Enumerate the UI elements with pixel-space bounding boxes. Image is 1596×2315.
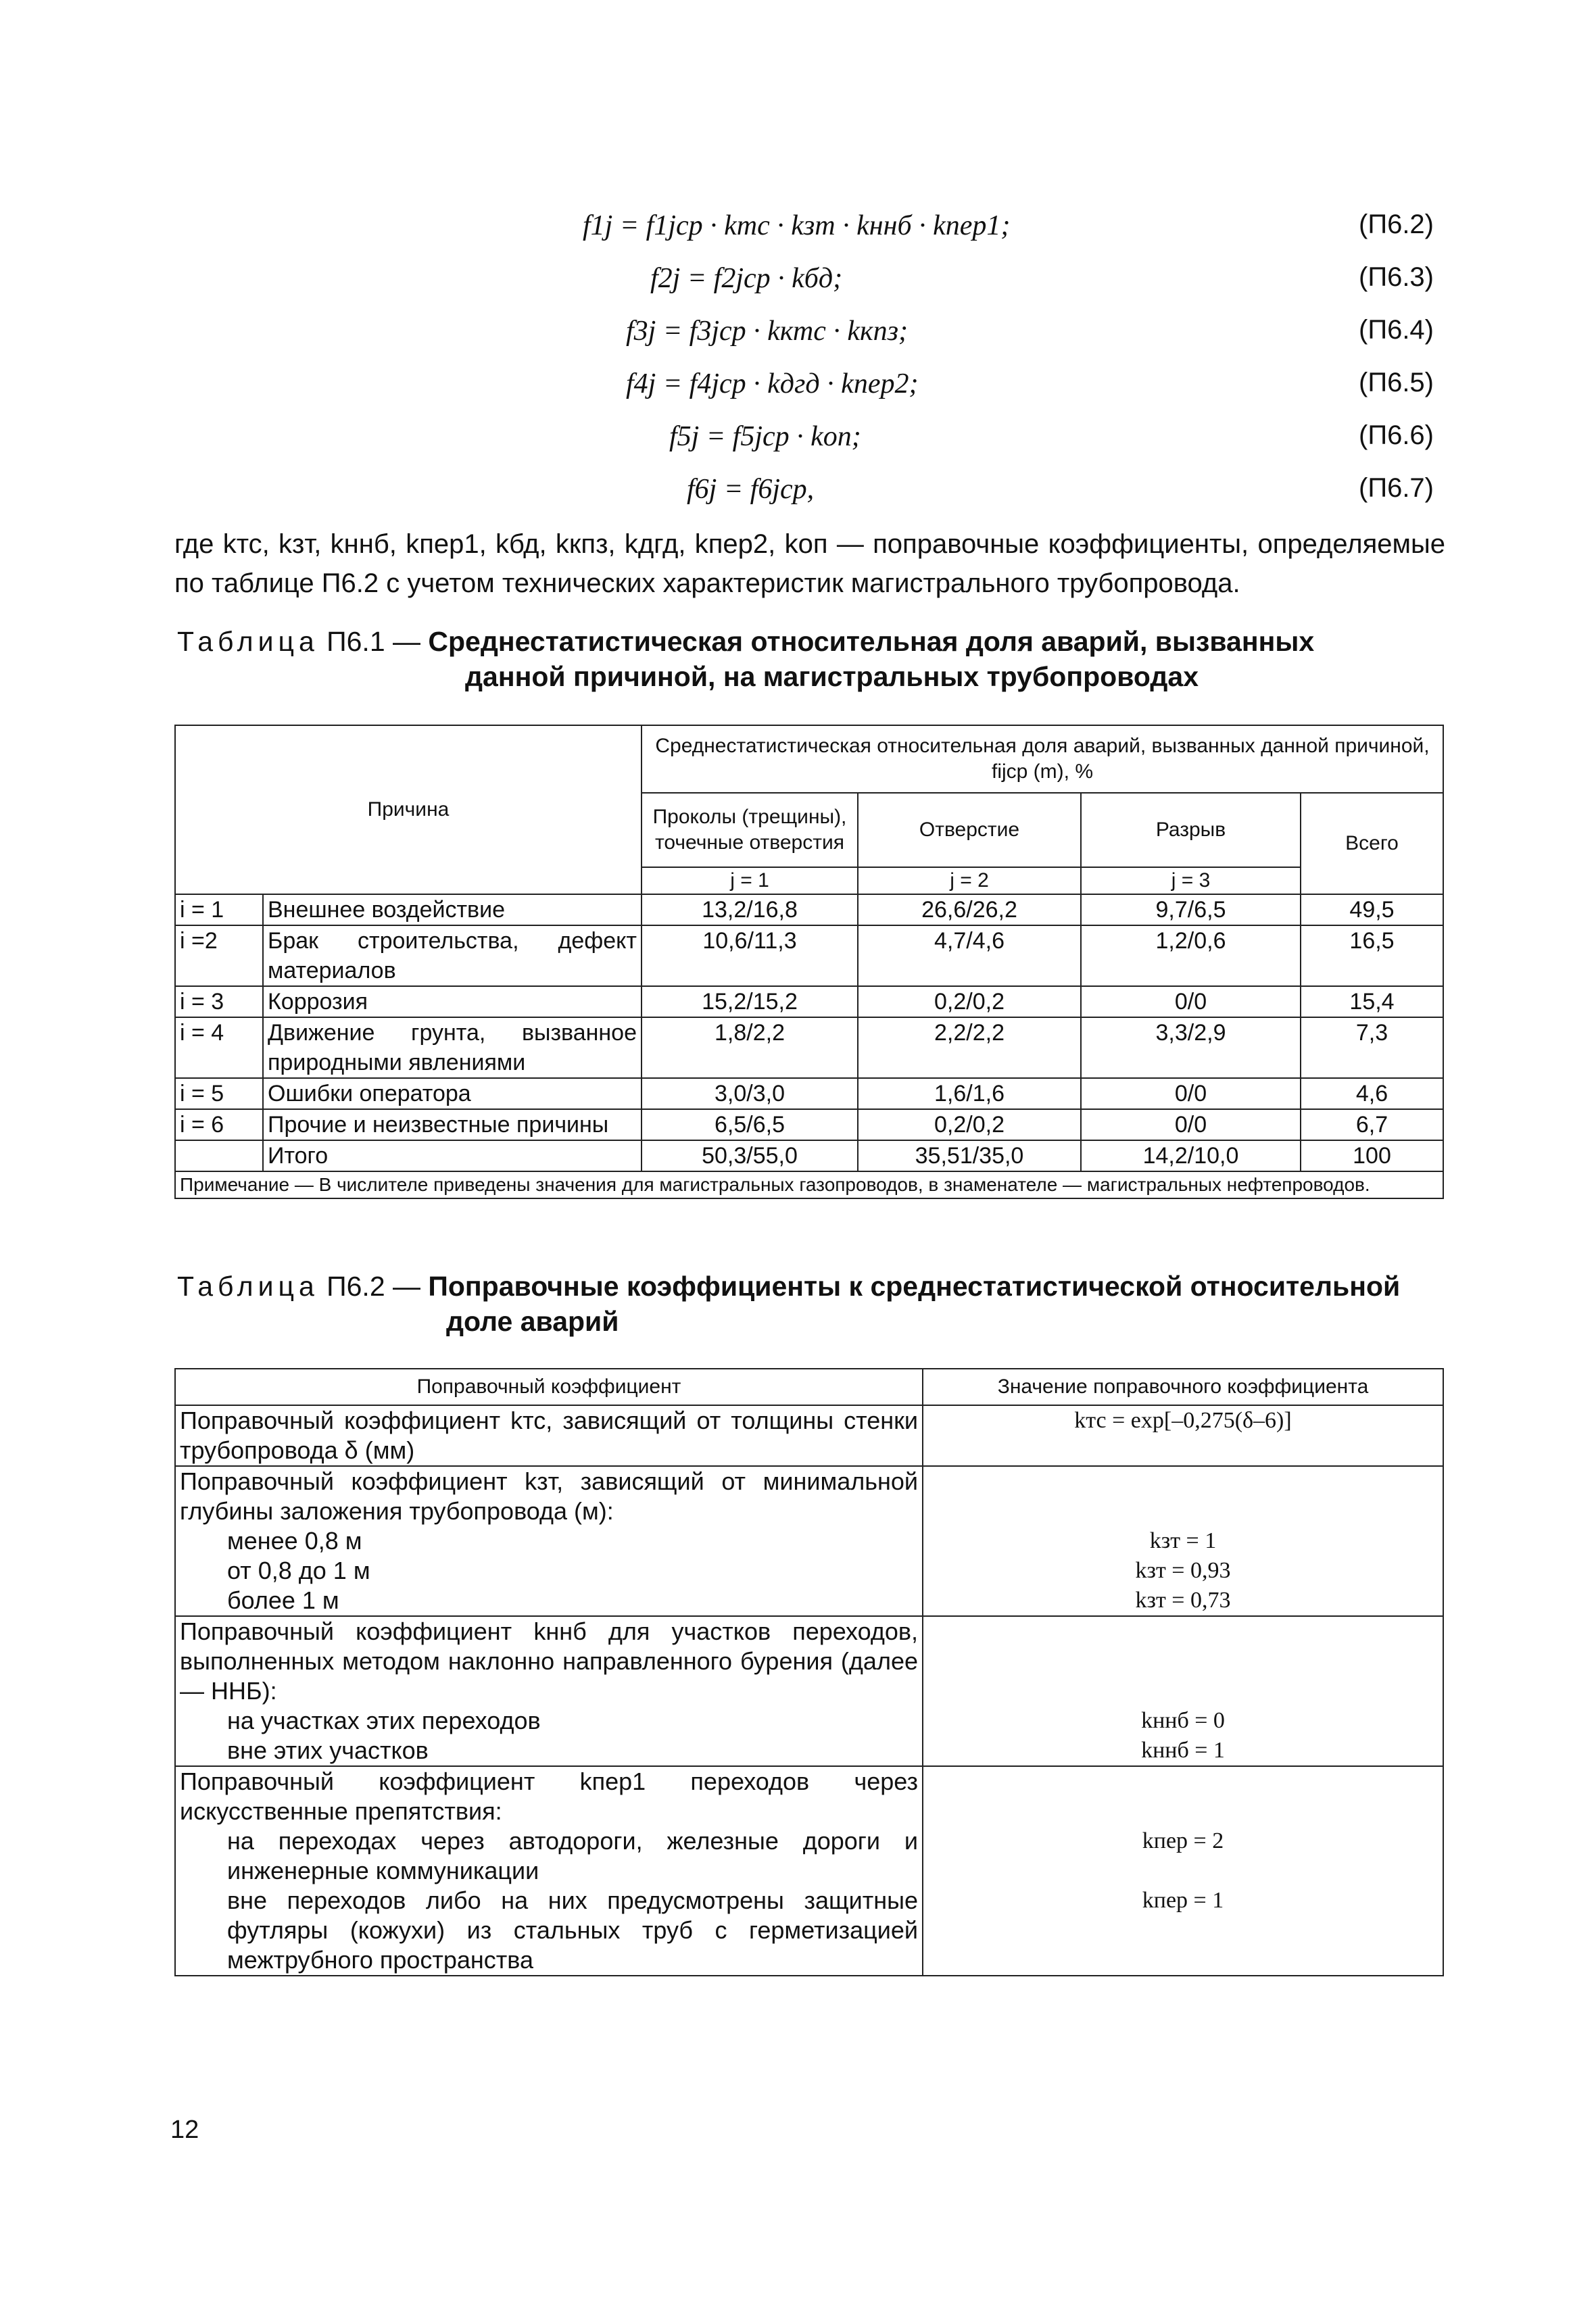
row-value-j2: 1,6/1,6 xyxy=(858,1078,1081,1109)
row-value-j2: 0,2/0,2 xyxy=(858,986,1081,1017)
coef-option: вне этих участков xyxy=(227,1736,429,1764)
header-cause: Причина xyxy=(175,725,642,894)
table-row xyxy=(175,1616,1443,1766)
table-row xyxy=(175,925,1443,986)
table1-caption-number: П6.1 — xyxy=(318,626,429,657)
row-value-j1: 13,2/16,8 xyxy=(642,894,858,925)
coef-description: Поправочный коэффициент kпер1 переходов через искусственные препятствия: xyxy=(180,1768,918,1825)
row-cause: Прочие и неизвестные причины xyxy=(263,1109,642,1140)
formula-number: (П6.2) xyxy=(1359,210,1434,239)
table-row xyxy=(175,1109,1443,1140)
coef-option: вне переходов либо на них предусмотрены защитные футляры (кожухи) из стальных труб с герметизацией межтрубного пространства xyxy=(227,1886,918,1974)
table-note: Примечание — В числителе приведены значения для магистральных газопроводов, в знаменателе — магистральных нефтепроводов. xyxy=(175,1171,1443,1198)
table-row-total xyxy=(175,1140,1443,1171)
table1-caption-title: Среднестатистическая относительная доля аварий, вызванных xyxy=(428,626,1315,657)
coef-value: kпер = 1 xyxy=(1142,1888,1224,1913)
table-row xyxy=(175,1017,1443,1078)
table2-caption-title: Поправочные коэффициенты к среднестатистической относительной xyxy=(428,1271,1401,1302)
coef-option: менее 0,8 м xyxy=(227,1527,362,1555)
header-j3: j = 3 xyxy=(1081,867,1301,894)
row-total: 16,5 xyxy=(1301,925,1443,986)
row-total: 7,3 xyxy=(1301,1017,1443,1078)
row-cause: Внешнее воздействие xyxy=(263,894,642,925)
formula: f4j = f4jср · kдгд · kпер2; xyxy=(626,368,919,399)
row-total: 49,5 xyxy=(1301,894,1443,925)
row-value-j1: 3,0/3,0 xyxy=(642,1078,858,1109)
formula: f2j = f2jср · kбд; xyxy=(650,263,843,294)
coef-value: kзт = 0,73 xyxy=(1135,1588,1231,1613)
formula: f3j = f3jср · kктс · kкпз; xyxy=(626,316,909,347)
header-value: Значение поправочного коэффициента xyxy=(923,1369,1443,1405)
coef-value: kпер = 2 xyxy=(1142,1828,1224,1853)
formula-number: (П6.3) xyxy=(1359,262,1434,292)
coef-value: kзт = 1 xyxy=(1149,1528,1217,1553)
table2-caption-line1 xyxy=(177,1271,1400,1302)
coef-value: kзт = 0,93 xyxy=(1135,1558,1231,1583)
table1-caption-line2: данной причиной, на магистральных трубопроводах xyxy=(465,661,1199,692)
formula-number: (П6.5) xyxy=(1359,368,1434,397)
row-value-j3: 14,2/10,0 xyxy=(1081,1140,1301,1171)
row-value-j1: 10,6/11,3 xyxy=(642,925,858,986)
row-index: i = 6 xyxy=(175,1109,263,1140)
row-total: 4,6 xyxy=(1301,1078,1443,1109)
formula-row xyxy=(0,315,1596,362)
coef-value: kннб = 0 xyxy=(1141,1708,1225,1733)
formula: f6j = f6jср, xyxy=(687,474,815,505)
table-row xyxy=(175,1078,1443,1109)
row-index: i = 1 xyxy=(175,894,263,925)
table2-caption-line2: доле аварий xyxy=(446,1306,619,1337)
table-row xyxy=(175,1405,1443,1466)
row-value-j3: 3,3/2,9 xyxy=(1081,1017,1301,1078)
row-value-j1: 50,3/55,0 xyxy=(642,1140,858,1171)
header-coefficient: Поправочный коэффициент xyxy=(175,1369,923,1405)
header-col-hole: Отверстие xyxy=(858,793,1081,867)
row-value-j2: 35,51/35,0 xyxy=(858,1140,1081,1171)
header-j1: j = 1 xyxy=(642,867,858,894)
row-cause: Движение грунта, вызванное природными явлениями xyxy=(263,1017,642,1078)
row-value-j1: 15,2/15,2 xyxy=(642,986,858,1017)
formula-row xyxy=(0,420,1596,468)
formula: f1j = f1jср · kтс · kзт · kннб · kпер1; xyxy=(583,210,1011,241)
coef-option: на переходах через автодороги, железные дороги и инженерные коммуникации xyxy=(227,1827,918,1884)
formula-row xyxy=(0,368,1596,415)
formula-row xyxy=(0,262,1596,310)
row-total: 15,4 xyxy=(1301,986,1443,1017)
row-index: i =2 xyxy=(175,925,263,986)
header-j2: j = 2 xyxy=(858,867,1081,894)
table2-caption-number: П6.2 — xyxy=(318,1271,429,1302)
row-value-j2: 4,7/4,6 xyxy=(858,925,1081,986)
coef-option: на участках этих переходов xyxy=(227,1707,541,1734)
coef-option: более 1 м xyxy=(227,1586,339,1614)
row-value-j1: 6,5/6,5 xyxy=(642,1109,858,1140)
formula-number: (П6.6) xyxy=(1359,420,1434,450)
coef-value: kтс = exp[–0,275(δ–6)] xyxy=(923,1405,1443,1466)
row-index: i = 4 xyxy=(175,1017,263,1078)
row-cause: Ошибки оператора xyxy=(263,1078,642,1109)
table2-caption-prefix: Таблица xyxy=(177,1271,319,1302)
row-value-j3: 1,2/0,6 xyxy=(1081,925,1301,986)
accident-share-table xyxy=(174,725,1444,1199)
correction-coefficients-table xyxy=(174,1368,1444,1976)
row-value-j2: 26,6/26,2 xyxy=(858,894,1081,925)
row-value-j2: 0,2/0,2 xyxy=(858,1109,1081,1140)
header-col-total: Всего xyxy=(1301,793,1443,894)
table-row xyxy=(175,1766,1443,1976)
formula-row xyxy=(0,210,1596,257)
table-row xyxy=(175,1466,1443,1616)
formula-row xyxy=(0,473,1596,520)
row-value-j3: 9,7/6,5 xyxy=(1081,894,1301,925)
coef-description: Поправочный коэффициент kтс, зависящий от толщины стенки трубопровода δ (мм) xyxy=(175,1405,923,1466)
coef-description: Поправочный коэффициент kзт, зависящий от минимальной глубины заложения трубопровода (м): xyxy=(180,1467,918,1525)
formula-number: (П6.7) xyxy=(1359,473,1434,503)
row-total: 100 xyxy=(1301,1140,1443,1171)
row-value-j1: 1,8/2,2 xyxy=(642,1017,858,1078)
row-value-j3: 0/0 xyxy=(1081,1109,1301,1140)
row-value-j3: 0/0 xyxy=(1081,986,1301,1017)
table1-caption-prefix: Таблица xyxy=(177,626,319,657)
row-cause: Коррозия xyxy=(263,986,642,1017)
page-number: 12 xyxy=(170,2116,199,2144)
row-index: i = 5 xyxy=(175,1078,263,1109)
coef-description: Поправочный коэффициент kннб для участков переходов, выполненных методом наклонно направленного бурения (далее — ННБ): xyxy=(180,1617,918,1705)
row-index: i = 3 xyxy=(175,986,263,1017)
table-row xyxy=(175,986,1443,1017)
row-index xyxy=(175,1140,263,1171)
row-total: 6,7 xyxy=(1301,1109,1443,1140)
row-value-j3: 0/0 xyxy=(1081,1078,1301,1109)
row-value-j2: 2,2/2,2 xyxy=(858,1017,1081,1078)
row-cause: Брак строительства, дефект материалов xyxy=(263,925,642,986)
header-group: Среднестатистическая относительная доля аварий, вызванных данной причиной, fijср (m), % xyxy=(642,725,1443,793)
formula: f5j = f5jср · kоп; xyxy=(669,421,861,452)
explanation-paragraph: где kтс, kзт, kннб, kпер1, kбд, kкпз, kдгд, kпер2, kоп — поправочные коэффициенты, определяемые по таблице П6.2 с учетом технических характеристик магистрального трубопровода. xyxy=(174,529,1445,598)
header-col-rupture: Разрыв xyxy=(1081,793,1301,867)
coef-option: от 0,8 до 1 м xyxy=(227,1557,370,1584)
row-cause: Итого xyxy=(263,1140,642,1171)
table-row xyxy=(175,894,1443,925)
header-col-punctures: Проколы (трещины), точечные отверстия xyxy=(642,793,858,867)
table1-caption-line1 xyxy=(177,626,1314,658)
formula-number: (П6.4) xyxy=(1359,315,1434,345)
coef-value: kннб = 1 xyxy=(1141,1738,1225,1763)
